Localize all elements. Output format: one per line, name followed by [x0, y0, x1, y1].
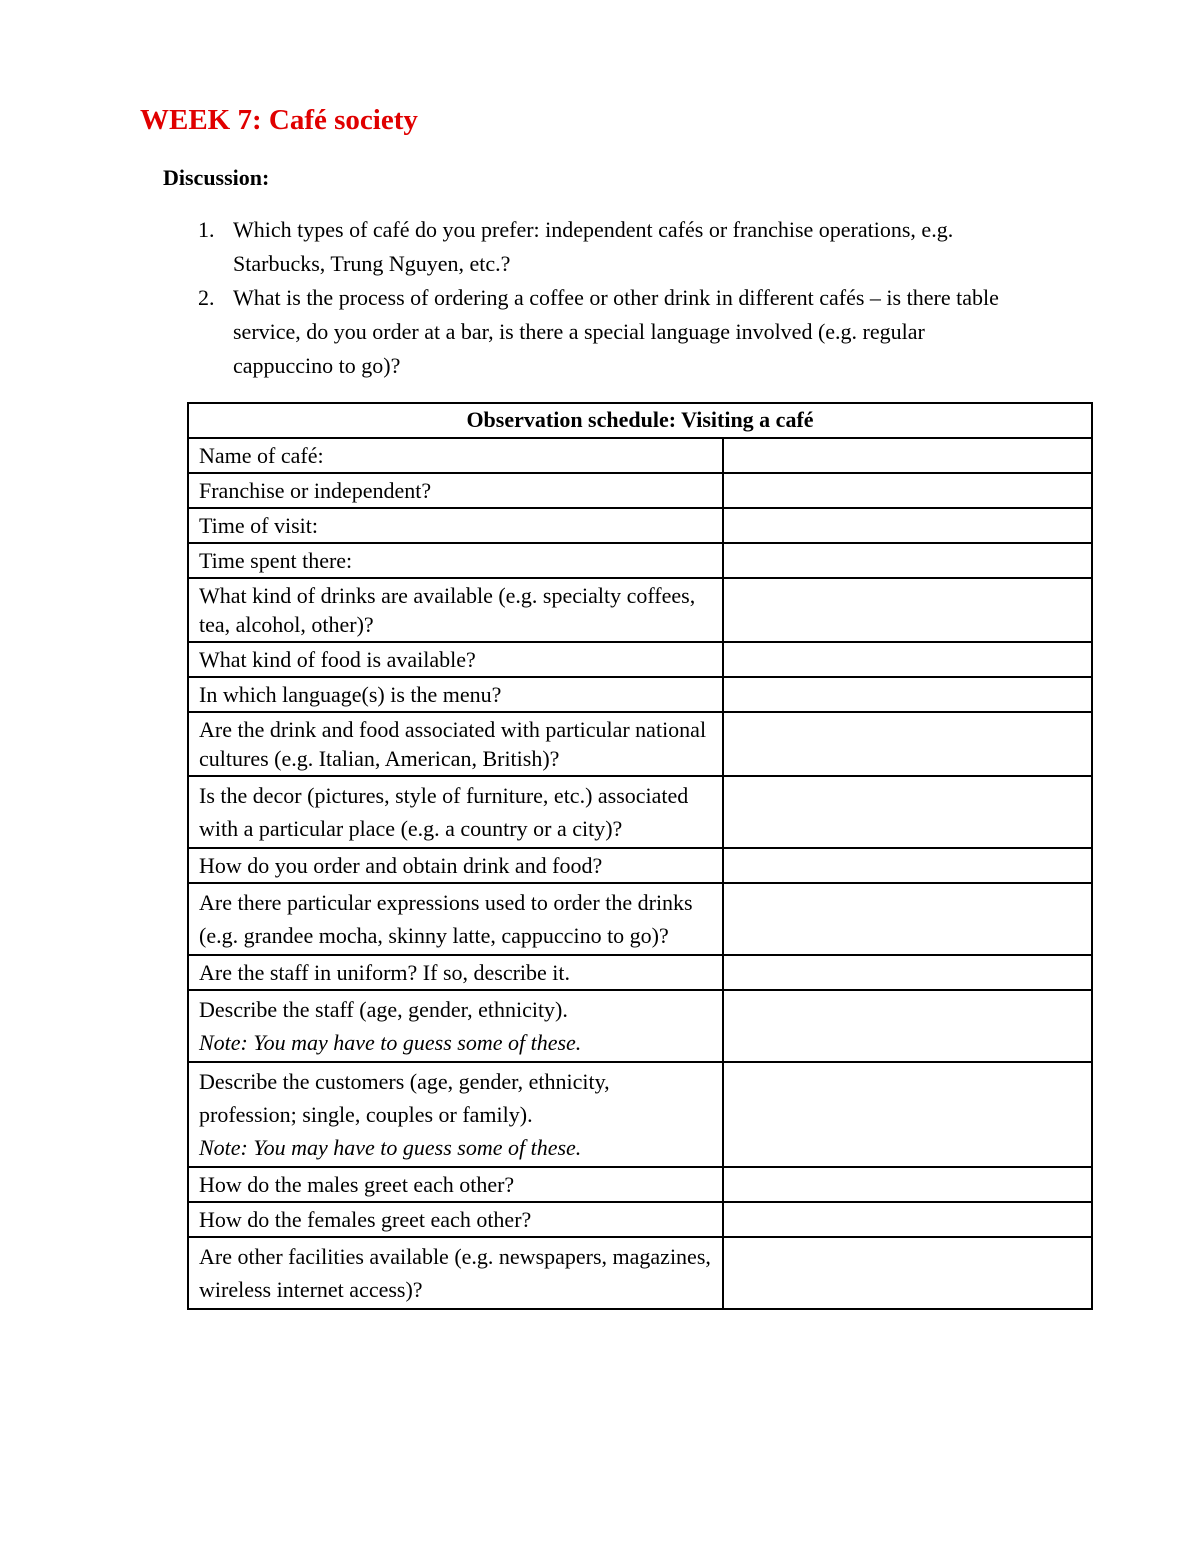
question-cell	[188, 677, 723, 712]
question-cell	[188, 1237, 723, 1309]
answer-cell[interactable]	[723, 578, 1092, 642]
table-row	[188, 955, 1092, 990]
page-title: WEEK 7: Café society	[140, 104, 418, 136]
answer-cell[interactable]	[723, 438, 1092, 473]
question-text: Are other facilities available (e.g. newspapers, magazines, wireless internet access)?	[199, 1244, 711, 1302]
question-text: Describe the staff (age, gender, ethnicity).	[199, 997, 568, 1022]
table-row	[188, 848, 1092, 883]
table-row	[188, 883, 1092, 955]
question-text: Are there particular expressions used to order the drinks (e.g. grandee mocha, skinny latte, cappuccino to go)?	[199, 890, 693, 948]
question-text: Which types of café do you prefer: independent cafés or franchise operations, e.g. Starbucks, Trung Nguyen, etc.?	[233, 217, 954, 276]
table-row	[188, 776, 1092, 848]
answer-cell[interactable]	[723, 712, 1092, 776]
question-text: Are the drink and food associated with particular national cultures (e.g. Italian, American, British)?	[199, 717, 707, 771]
table-row	[188, 1202, 1092, 1237]
discussion-question	[198, 281, 1018, 383]
table-row	[188, 578, 1092, 642]
question-cell	[188, 990, 723, 1062]
answer-cell[interactable]	[723, 642, 1092, 677]
answer-cell[interactable]	[723, 473, 1092, 508]
observation-schedule-table	[187, 402, 1093, 1310]
guess-note: Note: You may have to guess some of these.	[199, 1030, 582, 1055]
answer-cell[interactable]	[723, 1167, 1092, 1202]
answer-cell[interactable]	[723, 677, 1092, 712]
question-text: Is the decor (pictures, style of furniture, etc.) associated with a particular place (e.g. a country or a city)?	[199, 783, 689, 841]
question-text: How do the males greet each other?	[199, 1172, 515, 1197]
question-cell	[188, 543, 723, 578]
answer-cell[interactable]	[723, 883, 1092, 955]
question-cell	[188, 438, 723, 473]
table-row	[188, 990, 1092, 1062]
table-row	[188, 677, 1092, 712]
answer-cell[interactable]	[723, 776, 1092, 848]
question-text: What is the process of ordering a coffee or other drink in different cafés – is there table service, do you order at a bar, is there a special language involved (e.g. regular cappuccino to go)?	[233, 285, 999, 378]
table-row	[188, 1167, 1092, 1202]
answer-cell[interactable]	[723, 1062, 1092, 1167]
answer-cell[interactable]	[723, 508, 1092, 543]
table-header-row	[188, 403, 1092, 438]
answer-cell[interactable]	[723, 543, 1092, 578]
question-cell	[188, 1202, 723, 1237]
question-cell	[188, 642, 723, 677]
answer-cell[interactable]	[723, 1202, 1092, 1237]
answer-cell[interactable]	[723, 955, 1092, 990]
discussion-question-list	[198, 213, 1018, 383]
question-text: Name of café:	[199, 443, 324, 468]
guess-note: Note: You may have to guess some of these.	[199, 1135, 582, 1160]
question-cell	[188, 1062, 723, 1167]
table-row	[188, 543, 1092, 578]
question-cell	[188, 776, 723, 848]
question-text: Describe the customers (age, gender, ethnicity, profession; single, couples or family).	[199, 1069, 610, 1127]
question-text: What kind of food is available?	[199, 647, 476, 672]
question-text: Time spent there:	[199, 548, 353, 573]
answer-cell[interactable]	[723, 848, 1092, 883]
table-row	[188, 508, 1092, 543]
question-text: Franchise or independent?	[199, 478, 432, 503]
table-row	[188, 1237, 1092, 1309]
table-row	[188, 438, 1092, 473]
question-text: Time of visit:	[199, 513, 318, 538]
question-cell	[188, 578, 723, 642]
question-cell	[188, 473, 723, 508]
question-text: What kind of drinks are available (e.g. specialty coffees, tea, alcohol, other)?	[199, 583, 696, 637]
discussion-heading: Discussion:	[163, 165, 270, 190]
table-row	[188, 712, 1092, 776]
discussion-question	[198, 213, 1018, 281]
question-number: 2.	[198, 285, 215, 310]
question-text: Are the staff in uniform? If so, describe it.	[199, 960, 571, 985]
question-text: How do you order and obtain drink and food?	[199, 853, 603, 878]
answer-cell[interactable]	[723, 990, 1092, 1062]
table-row	[188, 642, 1092, 677]
question-number: 1.	[198, 217, 215, 242]
question-cell	[188, 508, 723, 543]
question-cell	[188, 1167, 723, 1202]
question-cell	[188, 712, 723, 776]
table-row	[188, 1062, 1092, 1167]
question-cell	[188, 955, 723, 990]
question-cell	[188, 883, 723, 955]
observation-schedule-title: Observation schedule: Visiting a café	[188, 403, 1092, 438]
question-text: How do the females greet each other?	[199, 1207, 532, 1232]
answer-cell[interactable]	[723, 1237, 1092, 1309]
table-row	[188, 473, 1092, 508]
question-cell	[188, 848, 723, 883]
question-text: In which language(s) is the menu?	[199, 682, 502, 707]
